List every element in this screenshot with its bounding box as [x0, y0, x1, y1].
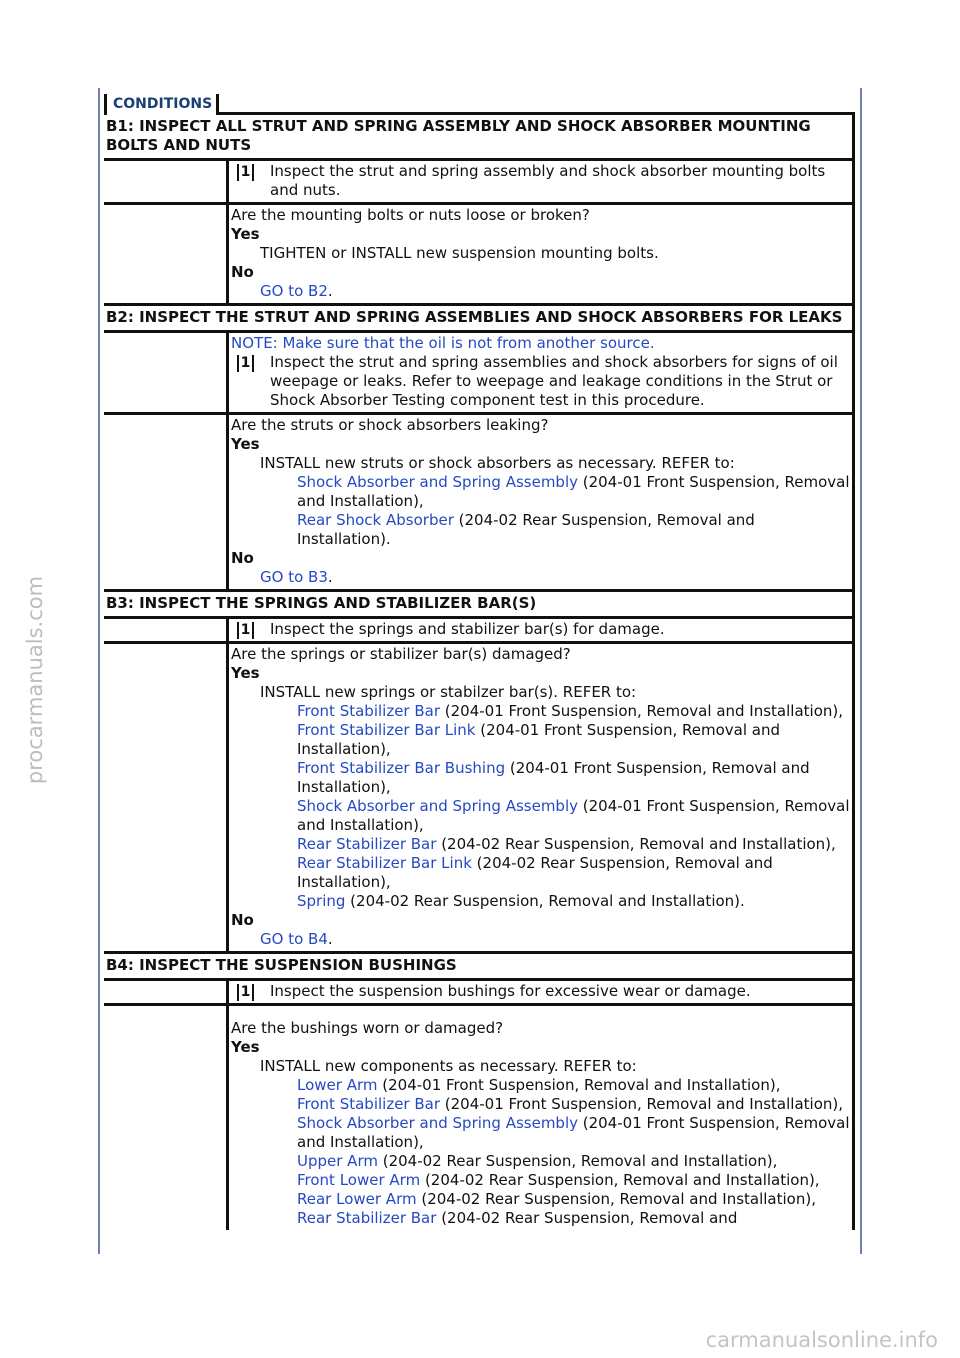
side-watermark: procarmanuals.com [23, 575, 47, 785]
reference-link[interactable]: Rear Lower Arm [297, 1190, 417, 1208]
yes-action: TIGHTEN or INSTALL new suspension mounting bolts. [260, 244, 659, 262]
note-text: NOTE: Make sure that the oil is not from another source. [231, 334, 655, 352]
instruction-text: Inspect the springs and stabilizer bar(s) for damage. [270, 620, 665, 638]
question: Are the bushings worn or damaged? [231, 1019, 504, 1037]
reference-item: Rear Stabilizer Bar (204-02 Rear Suspension, Removal and [297, 1209, 738, 1227]
reference-link[interactable]: Rear Stabilizer Bar [297, 835, 437, 853]
reference-item: Rear Lower Arm (204-02 Rear Suspension, Removal and Installation), [297, 1190, 816, 1208]
result-row: Are the springs or stabilizer bar(s) damaged? Yes INSTALL new springs or stabilzer bar(s). REFER to: Front Stabilizer Bar (204-01 Front Suspension, Removal and Installation), Front Stabilizer Bar Link (204-01 Front Suspension, Removal and Installation), Front Stabilizer Bar Bushing (204-01 Front Suspension, Removal and Installation), Shock Absorber and Spring Assembly (204-01 Front Suspension, Removal and Installation), Rear Stabilizer Bar (204-02 Rear Suspension, Removal and Installation), Rear Stabilizer Bar Link (204-02 Rear Suspension, Removal and Installation), Spring (204-02 Rear Suspension, Removal and Installation). No GO to B4. [104, 644, 852, 951]
reference-link[interactable]: Shock Absorber and Spring Assembly [297, 473, 578, 491]
go-to-b2-link[interactable]: GO to B2 [260, 282, 328, 300]
reference-link[interactable]: Front Stabilizer Bar [297, 702, 441, 720]
reference-link[interactable]: Shock Absorber and Spring Assembly [297, 1114, 578, 1132]
reference-item: Front Stabilizer Bar (204-01 Front Suspension, Removal and Installation), [297, 1095, 844, 1113]
instruction-row [104, 619, 852, 644]
reference-item: Shock Absorber and Spring Assembly (204-01 Front Suspension, Removal and Installation), [297, 797, 850, 834]
result-row: Are the mounting bolts or nuts loose or broken? Yes TIGHTEN or INSTALL new suspension mounting bolts. No GO to B2. [104, 205, 852, 303]
no-label: No [231, 549, 254, 567]
section-title: CONDITIONS [104, 94, 219, 115]
yes-label: Yes [231, 225, 260, 243]
reference-item: Front Stabilizer Bar (204-01 Front Suspension, Removal and Installation), [297, 702, 844, 720]
diagnostic-page [104, 88, 855, 1230]
reference-link[interactable]: Rear Shock Absorber [297, 511, 454, 529]
yes-label: Yes [231, 664, 260, 682]
reference-link[interactable]: Upper Arm [297, 1152, 378, 1170]
instruction-row [104, 333, 852, 415]
reference-item: Spring (204-02 Rear Suspension, Removal and Installation). [297, 892, 745, 910]
reference-link[interactable]: Front Stabilizer Bar Link [297, 721, 476, 739]
go-to-b4-link[interactable]: GO to B4 [260, 930, 328, 948]
reference-item: Shock Absorber and Spring Assembly (204-01 Front Suspension, Removal and Installation), [297, 1114, 850, 1151]
question: Are the mounting bolts or nuts loose or broken? [231, 206, 590, 224]
question: Are the struts or shock absorbers leaking? [231, 416, 549, 434]
instruction-text: Inspect the strut and spring assembly and shock absorber mounting bolts and nuts. [270, 162, 826, 199]
step-title: B4: INSPECT THE SUSPENSION BUSHINGS [104, 954, 852, 981]
step-title: B2: INSPECT THE STRUT AND SPRING ASSEMBLIES AND SHOCK ABSORBERS FOR LEAKS [104, 306, 852, 333]
instruction-text: Inspect the strut and spring assemblies and shock absorbers for signs of oil weepage or leaks. Refer to weepage and leakage conditions in the Strut or Shock Absorber Testing component test in this procedure. [270, 353, 838, 409]
question: Are the springs or stabilizer bar(s) damaged? [231, 645, 571, 663]
reference-item: Lower Arm (204-01 Front Suspension, Removal and Installation), [297, 1076, 781, 1094]
step-title: B3: INSPECT THE SPRINGS AND STABILIZER BAR(S) [104, 592, 852, 619]
instruction-text: Inspect the suspension bushings for excessive wear or damage. [270, 982, 751, 1000]
reference-item: Rear Stabilizer Bar Link (204-02 Rear Suspension, Removal and Installation), [297, 854, 773, 891]
reference-link[interactable]: Rear Stabilizer Bar Link [297, 854, 472, 872]
step-title: B1: INSPECT ALL STRUT AND SPRING ASSEMBLY AND SHOCK ABSORBER MOUNTING BOLTS AND NUTS [104, 115, 852, 161]
reference-item: Rear Stabilizer Bar (204-02 Rear Suspension, Removal and Installation), [297, 835, 836, 853]
section-tab [104, 88, 855, 115]
left-frame-rule [98, 88, 100, 1254]
step-b4 [104, 954, 855, 1230]
step-number: 1 [237, 622, 254, 639]
reference-link[interactable]: Spring [297, 892, 346, 910]
instruction-row [104, 161, 852, 205]
step-b3 [104, 592, 855, 954]
reference-item: Front Stabilizer Bar Bushing (204-01 Front Suspension, Removal and Installation), [297, 759, 810, 796]
step-number: 1 [237, 984, 254, 1001]
reference-link[interactable]: Front Lower Arm [297, 1171, 421, 1189]
reference-item: Front Lower Arm (204-02 Rear Suspension, Removal and Installation), [297, 1171, 820, 1189]
reference-item: Rear Shock Absorber (204-02 Rear Suspension, Removal and Installation). [297, 511, 755, 548]
reference-item: Shock Absorber and Spring Assembly (204-01 Front Suspension, Removal and Installation), [297, 473, 850, 510]
yes-label: Yes [231, 1038, 260, 1056]
reference-link[interactable]: Rear Stabilizer Bar [297, 1209, 437, 1227]
reference-link[interactable]: Shock Absorber and Spring Assembly [297, 797, 578, 815]
reference-item: Front Stabilizer Bar Link (204-01 Front Suspension, Removal and Installation), [297, 721, 781, 758]
step-number: 1 [237, 355, 254, 372]
reference-item: Upper Arm (204-02 Rear Suspension, Removal and Installation), [297, 1152, 778, 1170]
instruction-row [104, 981, 852, 1006]
result-row [104, 1006, 852, 1230]
step-b2 [104, 306, 855, 592]
reference-link[interactable]: Front Stabilizer Bar Bushing [297, 759, 506, 777]
right-frame-rule [860, 88, 862, 1254]
yes-action: INSTALL new components as necessary. REFER to: [260, 1057, 637, 1075]
yes-label: Yes [231, 435, 260, 453]
go-to-b3-link[interactable]: GO to B3 [260, 568, 328, 586]
section-rule [219, 112, 855, 115]
no-label: No [231, 263, 254, 281]
yes-action: INSTALL new struts or shock absorbers as necessary. REFER to: [260, 454, 735, 472]
yes-action: INSTALL new springs or stabilzer bar(s). REFER to: [260, 683, 637, 701]
bottom-watermark: carmanualsonline.info [705, 1328, 938, 1352]
reference-link[interactable]: Lower Arm [297, 1076, 378, 1094]
no-label: No [231, 911, 254, 929]
reference-link[interactable]: Front Stabilizer Bar [297, 1095, 441, 1113]
result-row: Are the struts or shock absorbers leaking? Yes INSTALL new struts or shock absorbers as necessary. REFER to: Shock Absorber and Spring Assembly (204-01 Front Suspension, Removal and Installation), Rear Shock Absorber (204-02 Rear Suspension, Removal and Installation). No GO to B3. [104, 415, 852, 589]
step-number: 1 [237, 164, 254, 181]
step-b1 [104, 115, 855, 306]
